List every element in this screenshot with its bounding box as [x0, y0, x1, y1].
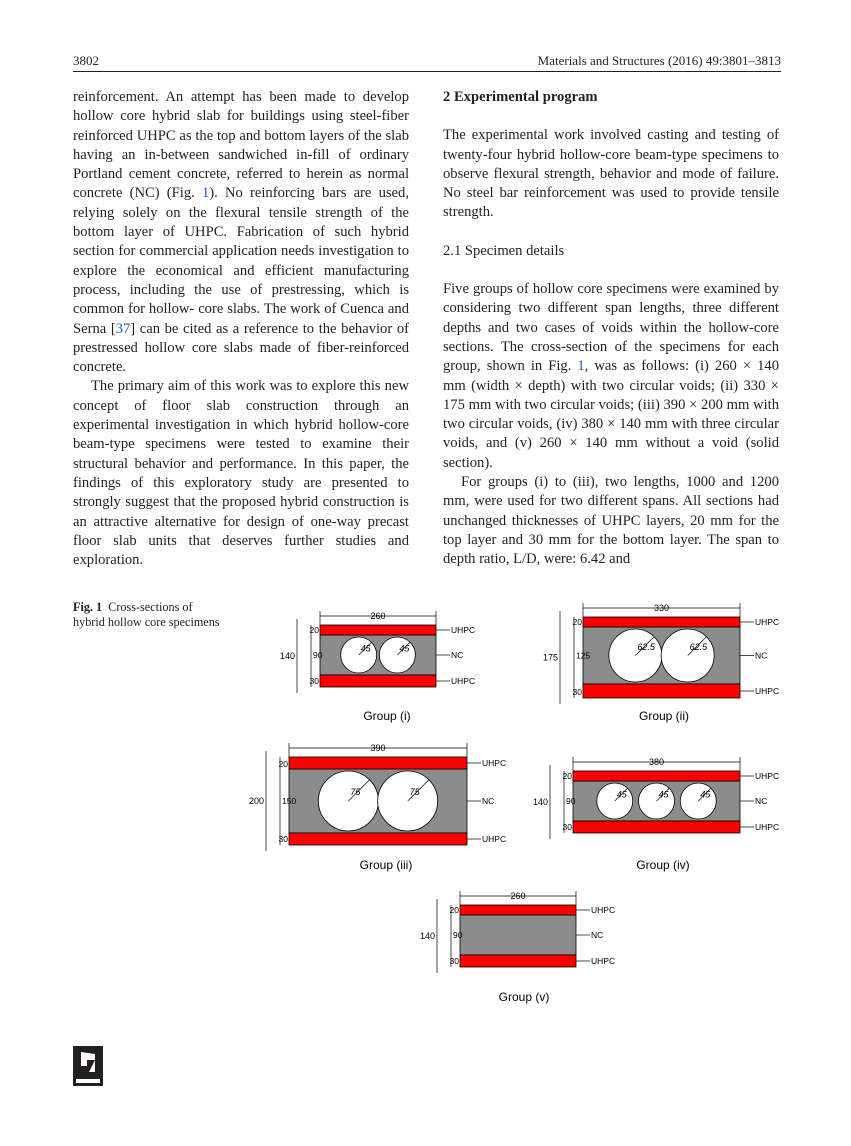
uhpc-label: UHPC: [591, 905, 616, 915]
left-paragraph-1: reinforcement. An attempt has been made to develop hollow core hybrid slab for buildings using steel-fiber reinforced UHPC as the top and bottom layers of the slab having an in-between sandwiched in-fill of ordinary Portland cement concrete, referred to herein as normal concrete (NC) (Fig. 1). No reinforcing bars are used, relying solely on the flexural tensile strength of the bottom layer of UHPC. Fabrication of such hybrid section for commercial application needs investigation to explore the economical and efficient manufacturing process, including the use of prestressing, which is common for hollow- core slabs. The work of Cuenca and Serna [37] can be cited as a reference to the behavior of prestressed hollow core slabs made of fiber-reinforced concrete.: [73, 89, 409, 376]
uhpc-label: UHPC: [755, 771, 780, 781]
citation-link[interactable]: 37: [115, 320, 131, 337]
void-radius-label: 62.5: [637, 642, 655, 653]
void-radius-label: 45: [399, 643, 410, 654]
mid-thickness-label: 150: [282, 796, 297, 806]
right-paragraph-2: Five groups of hollow core specimens were examined by considering two different span lengths, three different depths and two cases of voids within the hollow-core sections. The cross-section of the specimens for each group, shown in Fig. 1, was as follows: (i) 260 × 140 mm (width × depth) with two circular voids; (ii) 330 × 175 mm with two circular voids; (iii) 390 × 200 mm with two circular voids, (iv) 380 × 140 mm with three circular voids, and (v) 260 × 140 mm without a void (solid section).: [443, 281, 779, 471]
uhpc-label: UHPC: [482, 758, 507, 768]
left-paragraph-2: The primary aim of this work was to explore this new concept of floor slab construction through an experimental investigation in which hybrid hollow-core beam-type specimens were tested to examine their structural behavior and performance. In this paper, the findings of this exploratory study are presented to strongly suggest that the proposed hybrid construction is an attractive alternative for design of one-way precast floor slab units that deserves further studies and exploration.: [73, 378, 409, 569]
uhpc-top-layer: [460, 905, 576, 915]
uhpc-label: UHPC: [755, 822, 780, 832]
uhpc-top-layer: [583, 617, 740, 627]
width-label: 260: [510, 891, 526, 901]
right-paragraph-3: For groups (i) to (iii), two lengths, 1000 and 1200 mm, were used for two different spans. All sections had unchanged thicknesses of UHPC layers, 20 mm for the top layer and 30 mm for the bottom layer. The span to depth ratio, L/D, were: 6.42 and: [443, 474, 779, 568]
void-radius-label: 75: [409, 787, 420, 797]
uhpc-top-layer: [573, 771, 740, 781]
void-radius-label: 45: [360, 643, 371, 654]
bottom-thickness-label: 30: [309, 676, 319, 686]
depth-label: 140: [279, 651, 295, 661]
figure-link[interactable]: 1: [577, 358, 585, 375]
top-thickness-label: 20: [278, 759, 288, 769]
bottom-thickness-label: 30: [449, 956, 459, 966]
group-title: Group (iv): [636, 858, 690, 872]
uhpc-bottom-layer: [320, 675, 436, 687]
depth-label: 140: [532, 797, 548, 807]
group-title: Group (ii): [638, 709, 690, 723]
nc-layer: [320, 635, 436, 675]
caption-text: Cross-sections of hybrid hollow core specimens: [73, 600, 220, 629]
void-radius-label: 45: [616, 789, 627, 800]
top-thickness-label: 20: [572, 617, 582, 627]
uhpc-bottom-layer: [573, 821, 740, 833]
width-label: 330: [653, 603, 670, 613]
figure-label: Fig. 1: [73, 600, 103, 614]
nc-label: NC: [755, 796, 768, 806]
rilem-logo: [73, 1046, 103, 1086]
nc-label: NC: [451, 650, 464, 660]
uhpc-top-layer: [289, 757, 467, 769]
bottom-thickness-label: 30: [562, 822, 572, 832]
uhpc-bottom-layer: [460, 955, 576, 967]
uhpc-label: UHPC: [755, 617, 780, 627]
page-number: 3802: [73, 53, 99, 68]
nc-label: NC: [482, 796, 495, 806]
depth-label: 200: [248, 796, 264, 806]
nc-label: NC: [591, 930, 604, 940]
nc-layer: [460, 915, 576, 955]
mid-thickness-label: 90: [566, 796, 576, 806]
bottom-thickness-label: 30: [572, 687, 582, 697]
uhpc-bottom-layer: [583, 684, 740, 698]
width-label: 390: [370, 743, 386, 753]
uhpc-label: UHPC: [591, 956, 616, 966]
uhpc-label: UHPC: [451, 676, 476, 686]
void-radius-label: 75: [350, 787, 361, 797]
void-radius-label: 45: [658, 789, 669, 800]
mid-thickness-label: 125: [576, 650, 591, 661]
void-radius-label: 62.5: [689, 642, 708, 653]
mid-thickness-label: 90: [453, 930, 463, 940]
mid-thickness-label: 90: [313, 650, 323, 660]
top-thickness-label: 20: [449, 905, 459, 915]
depth-label: 175: [542, 652, 558, 663]
uhpc-bottom-layer: [289, 833, 467, 845]
subsection-heading: 2.1 Specimen details: [443, 242, 565, 259]
group-title: Group (iii): [359, 858, 413, 872]
figure-link[interactable]: 1: [201, 185, 210, 202]
top-thickness-label: 20: [309, 625, 319, 635]
width-label: 380: [648, 757, 665, 767]
uhpc-top-layer: [320, 625, 436, 635]
width-label: 260: [370, 611, 386, 621]
nc-label: NC: [755, 650, 768, 661]
group-title: Group (v): [498, 990, 550, 1004]
top-thickness-label: 20: [562, 771, 572, 781]
section-heading: 2 Experimental program: [443, 89, 598, 105]
void-radius-label: 45: [700, 789, 711, 800]
depth-label: 140: [419, 931, 435, 941]
bottom-thickness-label: 30: [278, 834, 288, 844]
uhpc-label: UHPC: [482, 834, 507, 844]
group-title: Group (i): [363, 709, 411, 723]
uhpc-label: UHPC: [451, 625, 476, 635]
uhpc-label: UHPC: [755, 686, 780, 696]
right-paragraph-1: The experimental work involved casting and testing of twenty-four hybrid hollow-core beam-type specimens to observe flexural strength, behavior and mode of failure. No steel bar reinforcement was used to provide tensile strength.: [443, 127, 779, 221]
journal-citation: Materials and Structures (2016) 49:3801–3813: [537, 53, 781, 68]
